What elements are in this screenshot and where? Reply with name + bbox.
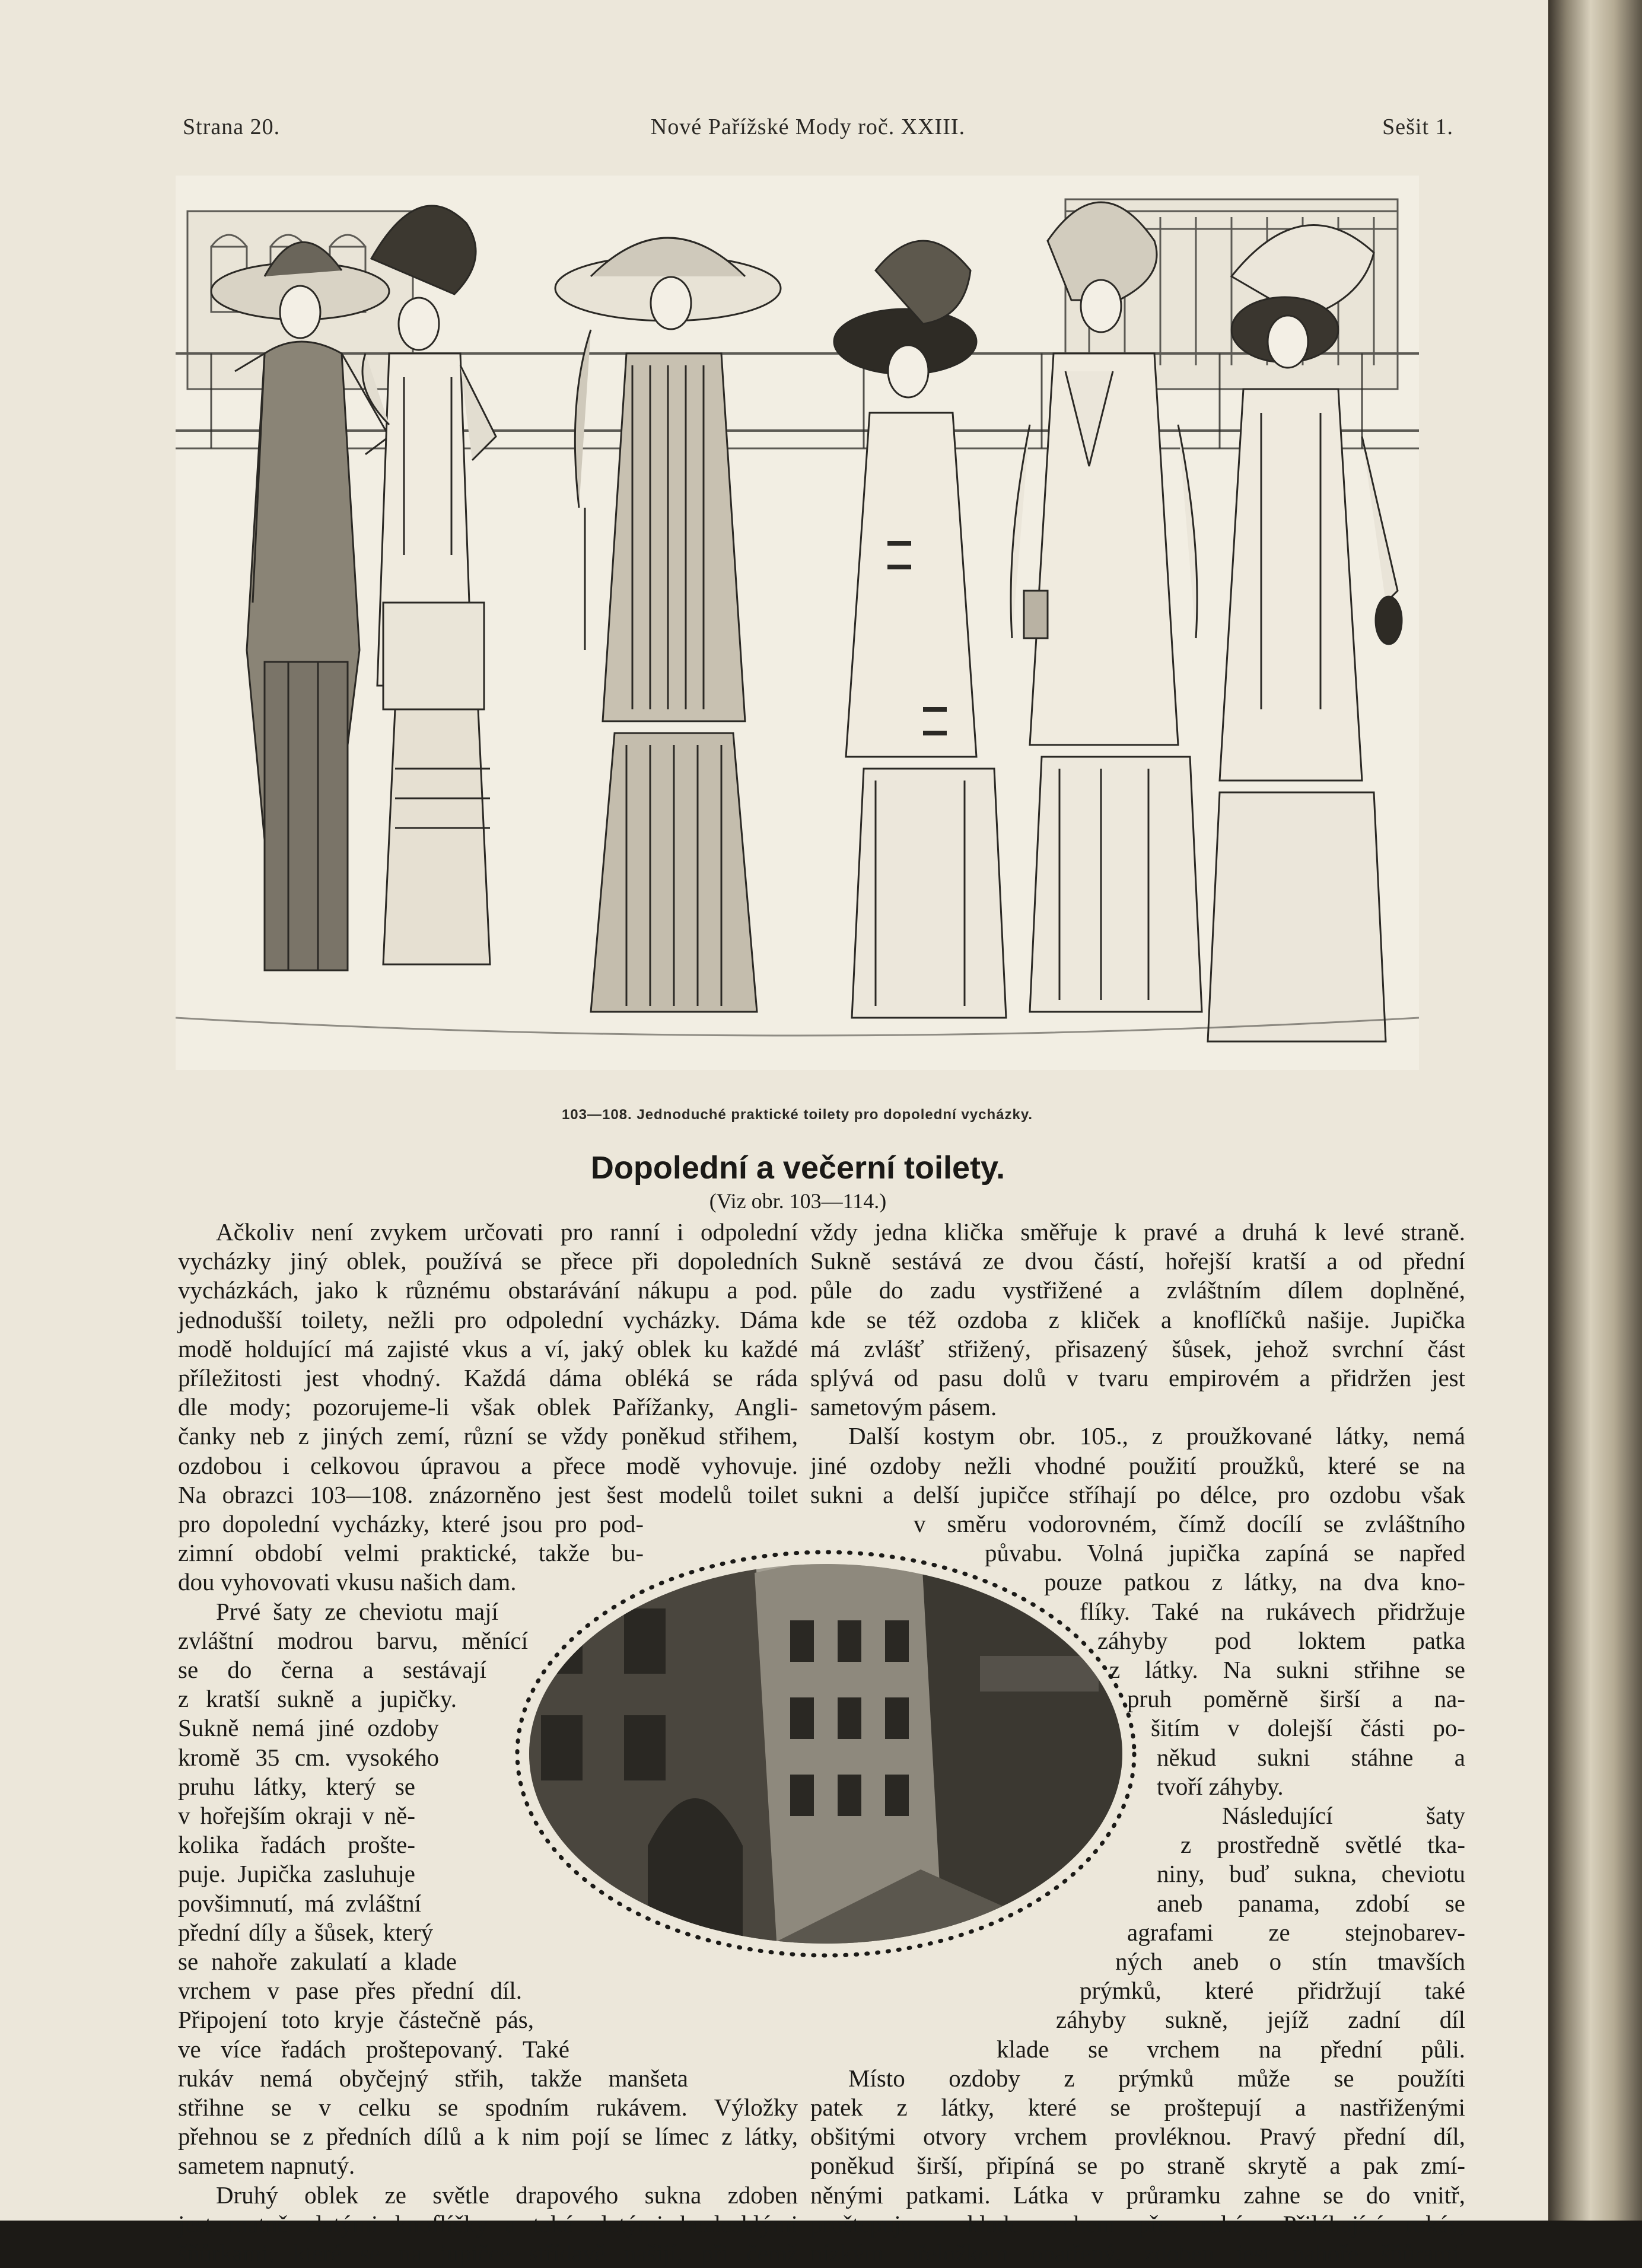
text-line-left: rukáv nemá obyčejný střih, takže manšeta	[178, 2064, 688, 2092]
text-line-right: poněkud širší, připíná se po straně skrytě a pak zmí-	[810, 2152, 1465, 2180]
issue-number: Sešit 1.	[1382, 114, 1453, 139]
text-line-right: agrafami ze stejnobarev-	[1127, 1918, 1465, 1946]
text-line-right: Následující šaty	[1222, 1802, 1465, 1829]
text-line-left: vycházky jiný oblek, používá se přece při dopoledních	[178, 1247, 798, 1275]
text-line-left: ozdobou i celkovou úpravou a přece modě vyhovuje.	[178, 1451, 798, 1479]
text-line-right: klade se vrchem na přední půli.	[997, 2035, 1465, 2063]
text-line-left: příležitosti jest vhodný. Každá dáma obléká se ráda	[178, 1364, 798, 1391]
text-line-right: Místo ozdoby z prýmků může se použíti	[848, 2064, 1465, 2092]
text-line-right: půle do zadu vystřižené a zvláštním dílem doplněné,	[810, 1276, 1465, 1304]
book-binding	[1548, 0, 1642, 2221]
text-line-left: jednodušší toilety, nežli pro odpolední vycházky. Dáma	[178, 1305, 798, 1333]
text-line-left: ve více řadách proštepovaný. Také	[178, 2035, 569, 2063]
article-title: Dopolední a večerní toilety.	[590, 1150, 1005, 1186]
text-line-right: šitím v dolejší části po-	[1151, 1714, 1465, 1742]
text-line-right: Další kostym obr. 105., z proužkované látky, nemá	[848, 1422, 1465, 1450]
text-line-right: vždy jedna klička směřuje k pravé a druhá k levé straně.	[810, 1218, 1465, 1246]
text-line-right: Sukně sestává ze dvou částí, hořejší kratší a od přední	[810, 1247, 1465, 1275]
text-line-left: dle mody; pozorujeme-li však oblek Pařížanky, Angli-	[178, 1393, 798, 1421]
page-number: Strana 20.	[183, 114, 281, 139]
text-line-right: někud sukni stáhne a	[1157, 1743, 1465, 1771]
text-line-right: proštepuje a klade vrchem přes rukáv. Přiléhající rukáv,	[810, 2210, 1465, 2238]
text-line-left: vycházkách, jako k různému obstarávání nákupu a pod.	[178, 1276, 798, 1304]
text-line-right: z prostředně světlé tka-	[1180, 1831, 1465, 1859]
text-line-right: něnými patkami. Látka v průramku zahne se do vnitř,	[810, 2181, 1465, 2209]
text-line-left: povšimnutí, má zvláštní	[178, 1889, 421, 1917]
text-line-left: jest matně zlatými knoflíčky a také zlatými bezlesklými	[178, 2210, 798, 2238]
text-line-left: Prvé šaty ze cheviotu mají	[216, 1597, 498, 1625]
oval-photograph	[505, 1537, 1146, 1970]
article-subtitle: (Viz obr. 103—114.)	[709, 1189, 887, 1213]
text-line-right: ných aneb o stín tmavších	[1115, 1948, 1465, 1975]
text-line-right: z látky. Na sukni střihne se	[1109, 1656, 1465, 1683]
text-line-right: patek z látky, které se proštepují a nastřiženými	[810, 2094, 1465, 2121]
text-line-left: Sukně nemá jiné ozdoby	[178, 1714, 439, 1742]
text-line-left: šňůrkami, které se na jupičce střídavě našijí, při čemž	[178, 2240, 798, 2267]
text-line-left: se do černa a sestávají	[178, 1656, 486, 1683]
text-line-left: čanky neb z jiných zemí, různí se vždy poněkud střihem,	[178, 1422, 798, 1450]
text-line-right: kde se též ozdoba z kliček a knoflíčků našije. Jupička	[810, 1305, 1465, 1333]
text-line-left: se nahoře zakulatí a klade	[178, 1948, 457, 1975]
text-line-right: má zvlášť střižený, přisazený šůsek, jehož svrchní část	[810, 1334, 1465, 1362]
text-line-left: Ačkoliv není zvykem určovati pro ranní i odpolední	[216, 1218, 798, 1246]
text-line-left: modě holdující má zajisté vkus a ví, jaký oblek ku každé	[178, 1334, 798, 1362]
text-line-left: kromě 35 cm. vysokého	[178, 1743, 439, 1771]
text-line-left: vrchem v pase přes přední díl.	[178, 1977, 522, 2005]
text-line-left: dou vyhovovati vkusu našich dam.	[178, 1568, 517, 1596]
text-line-right: záhyby sukně, jejíž zadní díl	[1056, 2006, 1465, 2034]
text-line-right: aneb panama, zdobí se	[1157, 1889, 1465, 1917]
text-line-left: přehnou se z předních dílů a k nim pojí se límec z látky,	[178, 2123, 798, 2151]
text-line-left: Druhý oblek ze světle drapového sukna zdoben	[216, 2181, 798, 2209]
text-line-left: sametem napnutý.	[178, 2152, 355, 2180]
text-line-left: Na obrazci 103—108. znázorněno jest šest modelů toilet	[178, 1480, 798, 1508]
text-line-left: z kratší sukně a jupičky.	[178, 1685, 457, 1713]
running-title: Nové Pařížské Mody roč. XXIII.	[650, 114, 966, 139]
text-line-right: jiné ozdoby nežli vhodné použití proužků, které se na	[810, 1451, 1465, 1479]
text-line-right: pouze patkou z látky, na dva kno-	[1044, 1568, 1465, 1596]
illustration-caption: 103—108. Jednoduché praktické toilety pro dopolední vycházky.	[561, 1107, 1033, 1123]
text-line-left: střihne se v celku se spodním rukávem. Výložky	[178, 2094, 798, 2121]
text-line-left: zimní období velmi praktické, takže bu-	[178, 1539, 644, 1567]
text-line-right: tvoří záhyby.	[1157, 1772, 1284, 1800]
text-line-right: prýmků, které přidržují také	[1080, 1977, 1465, 2005]
text-line-right: záhyby pod loktem patka	[1097, 1626, 1465, 1654]
text-line-left: pruhu látky, který se	[178, 1772, 415, 1800]
text-line-right: sametovým pásem.	[810, 1393, 997, 1421]
text-line-left: pro dopolední vycházky, které jsou pro pod-	[178, 1510, 644, 1537]
text-line-left: kolika řadách prošte-	[178, 1831, 415, 1859]
text-line-left: přední díly a šůsek, který	[178, 1918, 433, 1946]
text-line-left: puje. Jupička zasluhuje	[178, 1860, 415, 1888]
text-line-right: obšitými otvory vrchem provléknou. Pravý přední díl,	[810, 2123, 1465, 2151]
figure-106	[834, 241, 1006, 1018]
text-line-right: sukni a delší jupičce stříhají po délce, pro ozdobu však	[810, 1480, 1465, 1508]
text-line-right: pruh poměrně širší a na-	[1127, 1685, 1465, 1713]
text-line-right: nízkým přeložkem opatřený, zdoben jest nahoře šňůrami.	[810, 2240, 1465, 2267]
text-line-left: zvláštní modrou barvu, měnící	[178, 1626, 528, 1654]
text-line-right: půvabu. Volná jupička zapíná se napřed	[985, 1539, 1465, 1567]
text-line-right: splývá od pasu dolů v tvaru empirovém a přidržen jest	[810, 1364, 1465, 1391]
text-line-right: v směru vodorovném, čímž docílí se zvláštního	[914, 1510, 1465, 1537]
text-line-right: flíky. Také na rukávech přidržuje	[1080, 1597, 1465, 1625]
text-line-left: v hořejším okraji v ně-	[178, 1802, 415, 1829]
text-line-left: Připojení toto kryje částečně pás,	[178, 2006, 534, 2034]
text-line-right: niny, buď sukna, cheviotu	[1157, 1860, 1465, 1888]
fashion-illustration	[176, 176, 1419, 1070]
